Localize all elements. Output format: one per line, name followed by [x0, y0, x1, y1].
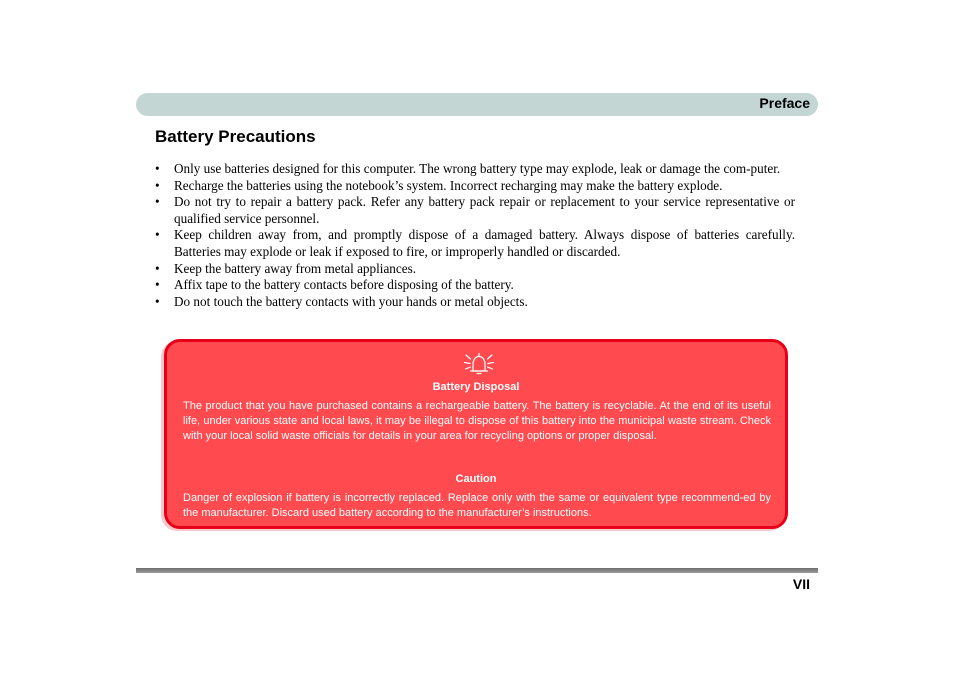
bullet-marker: •: [155, 194, 160, 210]
battery-disposal-text: The product that you have purchased contains a rechargeable battery. The battery is recyclable. At the end of its useful life, under various state and local laws, it may be illegal to dispose of this battery into the municipal waste stream. Check with your local solid waste officials for details in your area for recycling options or proper disposal.: [183, 400, 771, 442]
bullet-marker: •: [155, 177, 160, 193]
list-item-text: Keep children away from, and promptly dispose of a damaged battery. Always dispose of batteries carefully. Batteries may explode or leak if exposed to fire, or improperly handled or discarded.: [174, 227, 795, 259]
list-item-text: Do not try to repair a battery pack. Refer any battery pack repair or replacement to your service representative or qualified service personnel.: [174, 194, 795, 226]
list-item: [155, 161, 795, 178]
list-item: [155, 194, 795, 227]
bullet-marker: •: [155, 227, 160, 243]
page-number: VII: [792, 576, 810, 592]
list-item: [155, 261, 795, 278]
list-item-text: Only use batteries designed for this computer. The wrong battery type may explode, leak or damage the com-puter.: [174, 161, 781, 176]
precautions-list: [155, 161, 795, 310]
header-title: Preface: [759, 95, 810, 111]
bullet-marker: •: [155, 277, 160, 293]
section-title: Battery Precautions: [155, 127, 316, 146]
list-item: [155, 178, 795, 195]
battery-disposal-notice: [164, 339, 788, 529]
bullet-marker: •: [155, 260, 160, 276]
list-item-text: Do not touch the battery contacts with your hands or metal objects.: [174, 293, 528, 309]
list-item-text: Affix tape to the battery contacts before disposing of the battery.: [174, 277, 514, 293]
caution-heading: Caution: [455, 473, 497, 485]
footer-divider: [136, 568, 818, 573]
header-bar: [136, 93, 818, 116]
warning-bell-icon: [462, 350, 496, 376]
battery-disposal-heading: Battery Disposal: [432, 381, 520, 393]
list-item: [155, 277, 795, 294]
caution-text: Danger of explosion if battery is incorrectly replaced. Replace only with the same or equivalent type recommend-ed by the manufacturer. Discard used battery according to the manufacturer’s instructions.: [183, 492, 771, 519]
list-item-text: Keep the battery away from metal appliances.: [174, 260, 417, 276]
bullet-marker: •: [155, 293, 160, 309]
bullet-marker: •: [155, 161, 160, 176]
list-item: [155, 294, 795, 311]
list-item: [155, 227, 795, 260]
list-item-text: Recharge the batteries using the notebook’s system. Incorrect recharging may make the battery explode.: [174, 177, 723, 193]
